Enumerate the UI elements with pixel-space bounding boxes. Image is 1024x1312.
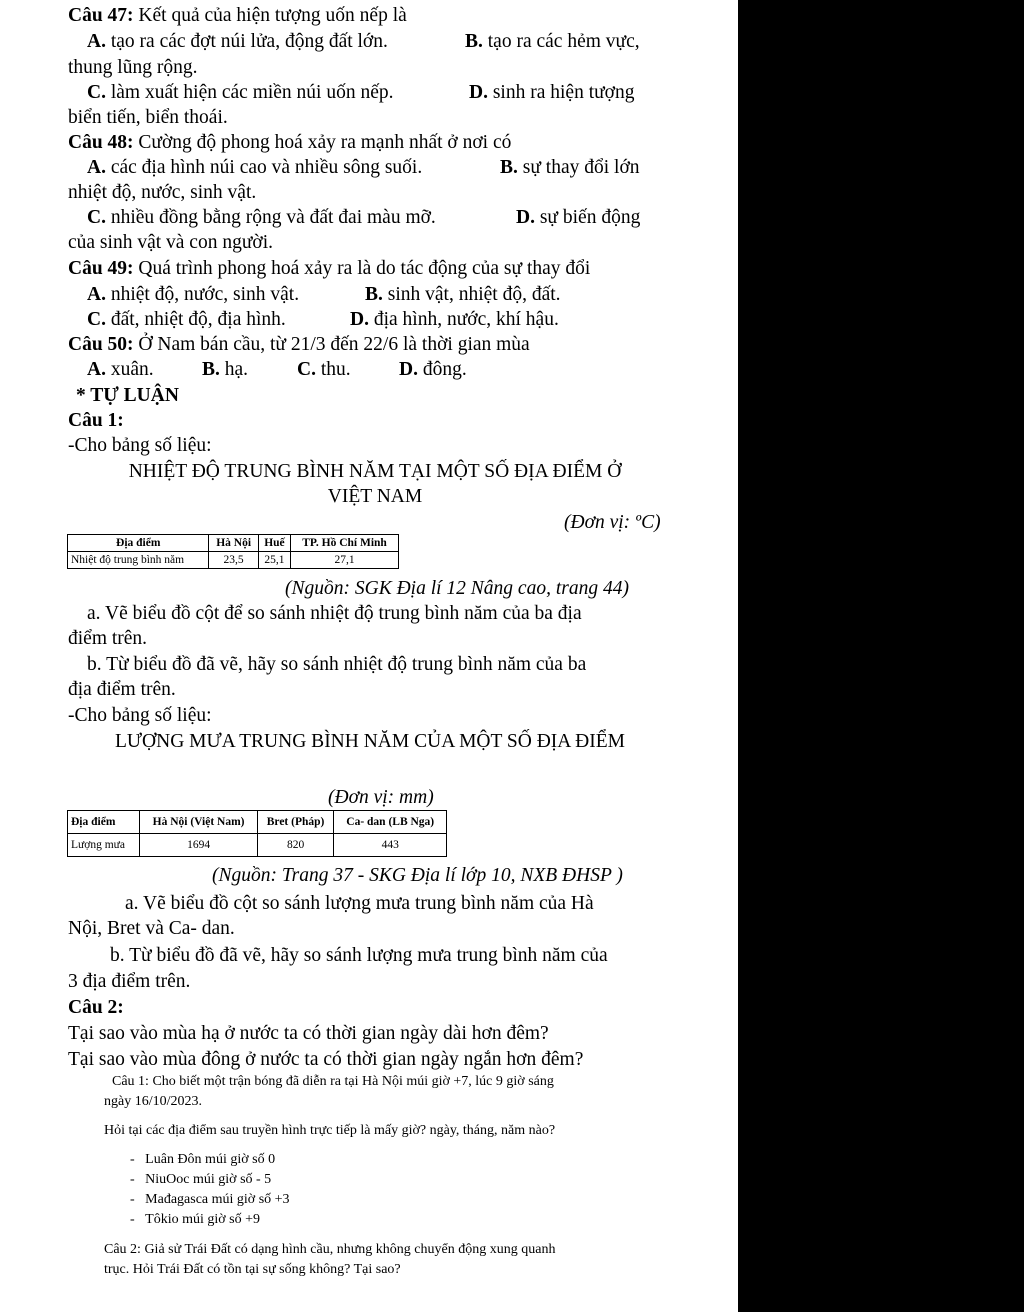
table-cell: Nhiệt độ trung bình năm	[68, 552, 209, 569]
task2-a-line2: Nội, Bret và Ca- dan.	[68, 918, 235, 939]
extra-q1-ask: Hỏi tại các địa điểm sau truyền hình trực tiếp là mấy giờ? ngày, tháng, năm nào?	[104, 1123, 556, 1138]
table2-title: LƯỢNG MƯA TRUNG BÌNH NĂM CỦA MỘT SỐ ĐỊA ĐIỂM	[114, 731, 626, 752]
q50-option-a: A. xuân.	[87, 359, 154, 380]
table-cell: Địa điểm	[68, 535, 209, 552]
question-2-line2: Tại sao vào mùa đông ở nước ta có thời gian ngày ngắn hơn đêm?	[68, 1049, 584, 1070]
task1-a-line1: a. Vẽ biểu đồ cột để so sánh nhiệt độ trung bình năm của ba địa	[87, 603, 582, 624]
q50-option-d: D. đông.	[399, 359, 467, 380]
table-cell: Hà Nội (Việt Nam)	[140, 811, 257, 834]
list-item: - Tôkio múi giờ số +9	[130, 1212, 261, 1227]
task2-b-line1: b. Từ biểu đồ đã vẽ, hãy so sánh lượng mưa trung bình năm của	[110, 945, 608, 966]
q47-option-b-cont: thung lũng rộng.	[68, 57, 198, 78]
rainfall-table	[67, 810, 447, 857]
list-item: - NiuOoc múi giờ số - 5	[130, 1172, 272, 1187]
q48-option-a: A. các địa hình núi cao và nhiều sông suối.	[87, 157, 423, 178]
task1-b-line1: b. Từ biểu đồ đã vẽ, hãy so sánh nhiệt độ trung bình năm của ba	[87, 654, 587, 675]
table1-title-line1: NHIỆT ĐỘ TRUNG BÌNH NĂM TẠI MỘT SỐ ĐỊA ĐIỂM Ở	[128, 461, 622, 482]
table-cell: Lượng mưa	[68, 834, 140, 857]
given-data-2: -Cho bảng số liệu:	[68, 705, 212, 726]
q48-option-b: B. sự thay đổi lớn	[500, 157, 640, 178]
table1-unit: (Đơn vị: ºC)	[564, 512, 661, 533]
table1-source: (Nguồn: SGK Địa lí 12 Nâng cao, trang 44)	[285, 578, 629, 599]
table-header-row	[68, 535, 399, 552]
list-item: - Luân Đôn múi giờ số 0	[130, 1152, 276, 1167]
table-cell: Hà Nội	[209, 535, 258, 552]
q47-stem: Câu 47: Kết quả của hiện tượng uốn nếp là	[68, 5, 407, 26]
question-2-line1: Tại sao vào mùa hạ ở nước ta có thời gian ngày dài hơn đêm?	[68, 1023, 549, 1044]
q48-stem: Câu 48: Cường độ phong hoá xảy ra mạnh nhất ở nơi có	[68, 132, 512, 153]
table2-source: (Nguồn: Trang 37 - SKG Địa lí lớp 10, NXB ĐHSP )	[212, 865, 623, 886]
table-cell: 25,1	[258, 552, 290, 569]
table-cell: TP. Hồ Chí Minh	[291, 535, 399, 552]
table2-unit: (Đơn vị: mm)	[328, 787, 434, 808]
extra-q2-line1: Câu 2: Giả sử Trái Đất có dạng hình cầu, nhưng không chuyển động xung quanh	[104, 1242, 556, 1257]
q47-option-a: A. tạo ra các đợt núi lửa, động đất lớn.	[87, 31, 388, 52]
table-cell: 443	[334, 834, 447, 857]
table1-title-line2: VIỆT NAM	[327, 486, 423, 507]
table-cell: 820	[257, 834, 334, 857]
q47-option-d: D. sinh ra hiện tượng	[469, 82, 635, 103]
table-cell: 27,1	[291, 552, 399, 569]
list-item: - Mađagasca múi giờ số +3	[130, 1192, 290, 1207]
q49-stem: Câu 49: Quá trình phong hoá xảy ra là do tác động của sự thay đổi	[68, 258, 591, 279]
extra-q1-line1: Câu 1: Cho biết một trận bóng đã diễn ra tại Hà Nội múi giờ +7, lúc 9 giờ sáng	[112, 1074, 554, 1089]
table-row	[68, 552, 399, 569]
q49-option-c: C. đất, nhiệt độ, địa hình.	[87, 309, 286, 330]
extra-q1-line2: ngày 16/10/2023.	[104, 1094, 202, 1109]
q48-option-b-cont: nhiệt độ, nước, sinh vật.	[68, 182, 257, 203]
q48-option-c: C. nhiều đồng bằng rộng và đất đai màu mỡ.	[87, 207, 436, 228]
black-margin-panel	[738, 0, 1024, 1312]
q49-option-d: D. địa hình, nước, khí hậu.	[350, 309, 559, 330]
essay-question-1-label: Câu 1:	[68, 410, 124, 431]
table-cell: 1694	[140, 834, 257, 857]
table-row	[68, 834, 447, 857]
q50-stem: Câu 50: Ở Nam bán cầu, từ 21/3 đến 22/6 là thời gian mùa	[68, 334, 530, 355]
table-cell: 23,5	[209, 552, 258, 569]
q47-option-b: B. tạo ra các hẻm vực,	[465, 31, 640, 52]
q49-option-a: A. nhiệt độ, nước, sinh vật.	[87, 284, 300, 305]
q47-option-d-cont: biển tiến, biển thoái.	[68, 107, 228, 128]
table-cell: Ca- dan (LB Nga)	[334, 811, 447, 834]
essay-question-2-label: Câu 2:	[68, 997, 124, 1018]
q49-option-b: B. sinh vật, nhiệt độ, đất.	[365, 284, 561, 305]
task2-b-line2: 3 địa điểm trên.	[68, 971, 191, 992]
extra-q2-line2: trục. Hỏi Trái Đất có tồn tại sự sống không? Tại sao?	[104, 1262, 401, 1277]
temperature-table	[67, 534, 399, 569]
given-data-1: -Cho bảng số liệu:	[68, 435, 212, 456]
q48-option-d-cont: của sinh vật và con người.	[68, 232, 273, 253]
q47-option-c: C. làm xuất hiện các miền núi uốn nếp.	[87, 82, 394, 103]
table-cell: Địa điểm	[68, 811, 140, 834]
task1-a-line2: điểm trên.	[68, 628, 148, 649]
table-header-row	[68, 811, 447, 834]
essay-heading: * TỰ LUẬN	[76, 385, 179, 406]
task2-a-line1: a. Vẽ biểu đồ cột so sánh lượng mưa trung bình năm của Hà	[125, 893, 594, 914]
q48-option-d: D. sự biến động	[516, 207, 641, 228]
q50-option-c: C. thu.	[297, 359, 351, 380]
task1-b-line2: địa điểm trên.	[68, 679, 176, 700]
q50-option-b: B. hạ.	[202, 359, 249, 380]
table-cell: Bret (Pháp)	[257, 811, 334, 834]
table-cell: Huế	[258, 535, 290, 552]
